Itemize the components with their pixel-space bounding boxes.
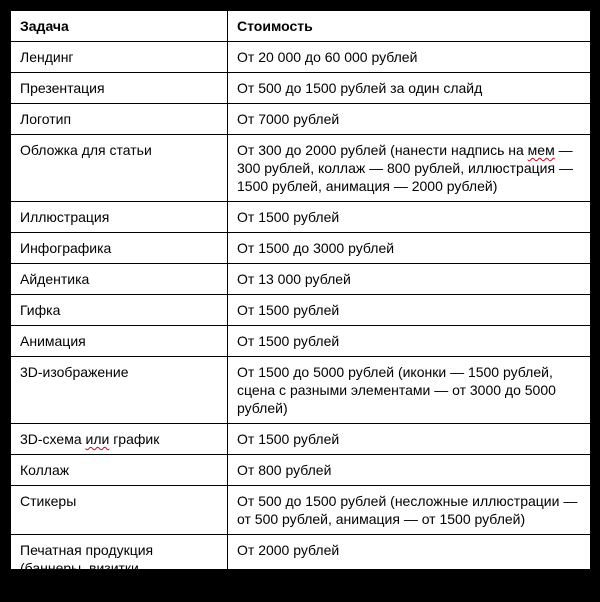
table-row [11, 326, 591, 357]
cost-cell: От 1500 рублей [228, 424, 591, 455]
table-row [11, 42, 591, 73]
task-cell: Стикеры [11, 486, 228, 535]
table-header-row [11, 11, 591, 42]
table-row [11, 424, 591, 455]
cost-cell: От 1500 рублей [228, 202, 591, 233]
cost-cell: От 500 до 1500 рублей за один слайд [228, 73, 591, 104]
task-cell: Презентация [11, 73, 228, 104]
cost-cell: От 1500 до 3000 рублей [228, 233, 591, 264]
cost-text: — 300 рублей, коллаж — 800 рублей, иллюстрация — 1500 рублей, анимация — 2000 рублей) [237, 142, 573, 194]
spellcheck-word[interactable]: или [85, 431, 110, 447]
table-row [11, 455, 591, 486]
task-cell: 3D-изображение [11, 357, 228, 424]
cost-cell: От 1500 рублей [228, 295, 591, 326]
table-row [11, 233, 591, 264]
cost-text: От 300 до 2000 рублей (нанести надпись на [237, 142, 528, 158]
cost-cell: От 7000 рублей [228, 104, 591, 135]
cost-cell: От 500 до 1500 рублей (несложные иллюстрации — от 500 рублей, анимация — от 1500 рублей) [228, 486, 591, 535]
task-cell: Айдентика [11, 264, 228, 295]
table-row [11, 202, 591, 233]
cost-cell: От 20 000 до 60 000 рублей [228, 42, 591, 73]
cost-cell: От 13 000 рублей [228, 264, 591, 295]
task-cell: Логотип [11, 104, 228, 135]
table-row [11, 295, 591, 326]
header-task: Задача [11, 11, 228, 42]
table-row [11, 135, 591, 202]
task-cell: Лендинг [11, 42, 228, 73]
task-text: график [109, 431, 160, 447]
task-cell [11, 424, 228, 455]
task-cell: Печатная продукция (баннеры, визитки, сертификаты) [11, 535, 228, 602]
table-row [11, 535, 591, 602]
task-cell: Коллаж [11, 455, 228, 486]
task-cell: Гифка [11, 295, 228, 326]
table-row [11, 486, 591, 535]
table-row [11, 73, 591, 104]
task-cell: Анимация [11, 326, 228, 357]
cost-cell: От 800 рублей [228, 455, 591, 486]
cost-cell: От 1500 до 5000 рублей (иконки — 1500 рублей, сцена с разными элементами — от 3000 до 5000 рублей) [228, 357, 591, 424]
task-cell: Обложка для статьи [11, 135, 228, 202]
cost-cell: От 1500 рублей [228, 326, 591, 357]
task-cell: Иллюстрация [11, 202, 228, 233]
task-cell: Инфографика [11, 233, 228, 264]
table-row [11, 104, 591, 135]
task-text: 3D-схема [20, 431, 86, 447]
cost-cell: От 2000 рублей [228, 535, 591, 602]
table-frame [10, 10, 590, 594]
table-row [11, 357, 591, 424]
header-cost: Стоимость [228, 11, 591, 42]
spellcheck-word[interactable]: мем [527, 142, 555, 158]
price-table [10, 10, 591, 602]
cost-cell [228, 135, 591, 202]
table-row [11, 264, 591, 295]
